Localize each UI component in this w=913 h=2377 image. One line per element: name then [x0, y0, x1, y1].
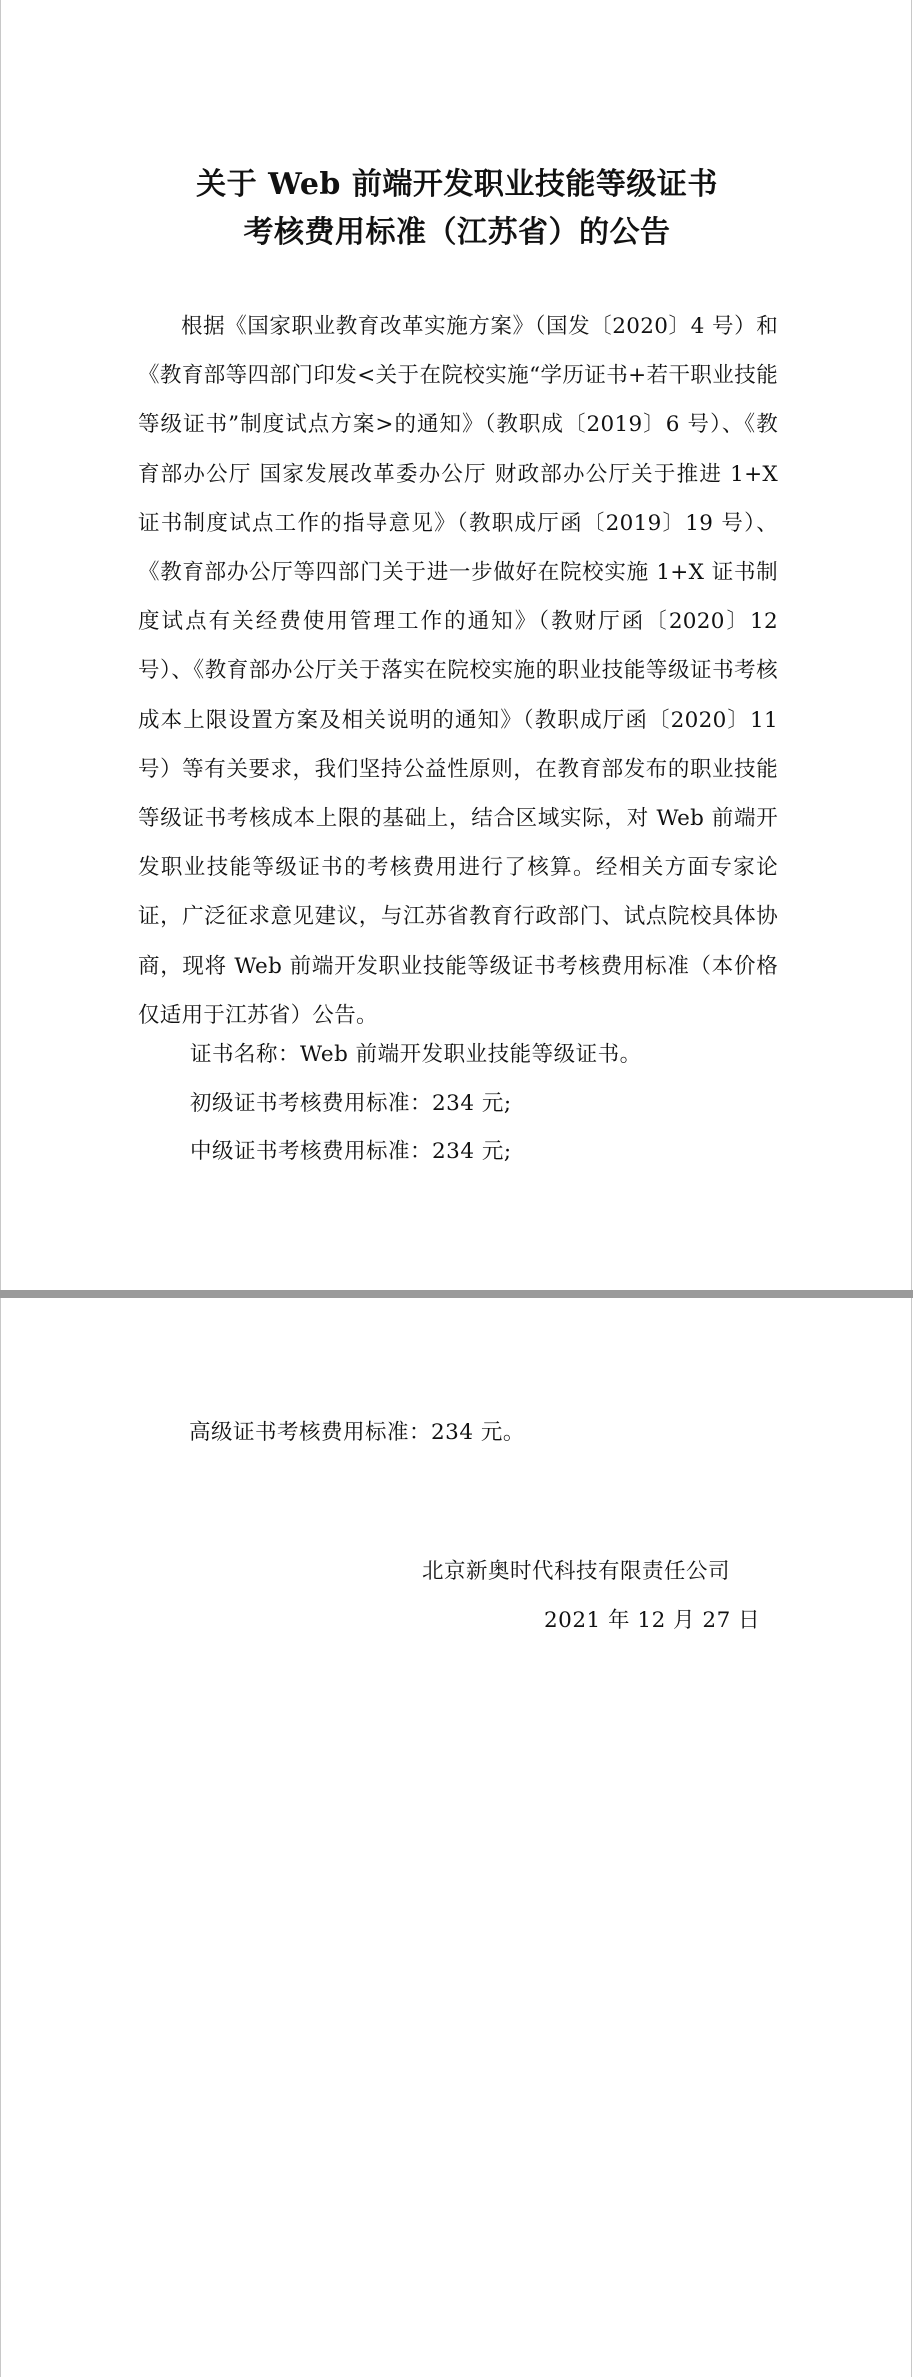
certificate-name: 证书名称：Web 前端开发职业技能等级证书。: [190, 1042, 642, 1067]
page-separator: [0, 1290, 913, 1298]
main-paragraph: 根据《国家职业教育改革实施方案》（国发〔2020〕4 号）和《教育部等四部门印发<关于在院校实施“学历证书+若干职业技能等级证书”制度试点方案>的通知》（教职成〔2019〕6 号）、《教育部办公厅 国家发展改革委办公厅 财政部办公厅关于推进 1+X 证书制度试点工作的指导意见》（教职成厅函〔2019〕19 号）、《教育部办公厅等四部门关于进一步做好在院校实施 1+X 证书制度试点有关经费使用管理工作的通知》（教财厅函〔2020〕12 号）、《教育部办公厅关于落实在院校实施的职业技能等级证书考核成本上限设置方案及相关说明的通知》（教职成厅函〔2020〕11 号）等有关要求，我们坚持公益性原则，在教育部发布的职业技能等级证书考核成本上限的基础上，结合区域实际，对 Web 前端开发职业技能等级证书的考核费用进行了核算。经相关方面专家论证，广泛征求意见建议，与江苏省教育行政部门、试点院校具体协商，现将 Web 前端开发职业技能等级证书考核费用标准（本价格仅适用于江苏省）公告。: [138, 314, 778, 1028]
issuer-company: 北京新奥时代科技有限责任公司: [422, 1559, 731, 1584]
document-page-2: [0, 1298, 912, 2377]
issue-date: 2021 年 12 月 27 日: [544, 1608, 761, 1633]
intermediate-fee-standard: 中级证书考核费用标准：234 元;: [190, 1139, 512, 1164]
senior-fee-standard: 高级证书考核费用标准：234 元。: [189, 1420, 525, 1445]
junior-fee-standard: 初级证书考核费用标准：234 元;: [190, 1091, 512, 1116]
document-title-line-1: 关于 Web 前端开发职业技能等级证书: [196, 167, 718, 202]
document-title-line-2: 考核费用标准（江苏省）的公告: [243, 215, 671, 250]
